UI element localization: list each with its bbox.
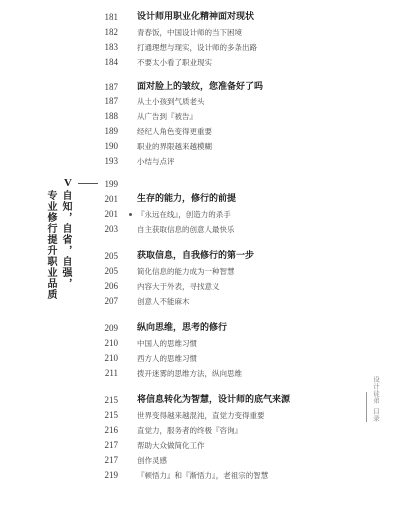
running-header-section: 目录	[372, 408, 380, 422]
item-text: 直觉力，服务者的终极『咨询』	[137, 426, 242, 435]
item-text: 『顿悟力』和『渐悟力』，老祖宗的智慧	[137, 471, 269, 480]
page-number: 199	[104, 179, 118, 189]
item-text: 打通理想与现实，设计师的多条出路	[137, 43, 257, 52]
page-number: 219	[104, 470, 118, 480]
item-text: 拨开迷雾的思维方法，纵向思维	[137, 369, 242, 378]
page-number: 205	[104, 251, 118, 261]
page-number: 217	[104, 455, 118, 465]
page-number: 183	[104, 42, 118, 52]
part-numeral: V	[64, 177, 72, 189]
running-header-divider	[366, 392, 367, 422]
page-number: 187	[104, 82, 118, 92]
item-text: 帮助大众做简化工作	[137, 441, 205, 450]
page-number: 215	[104, 410, 118, 420]
item-text: 内容大于外表，寻找意义	[137, 282, 220, 291]
section-title: 面对脸上的皱纹，您准备好了吗	[137, 82, 264, 92]
page-number: 181	[104, 12, 118, 22]
item-text: 经纪人角色变得更重要	[137, 127, 212, 136]
section-title: 获取信息，自我修行的第一步	[137, 251, 255, 261]
section-title: 将信息转化为智慧，设计师的底气来源	[137, 395, 291, 405]
item-text: 创意人不能麻木	[137, 297, 190, 306]
page-number: 210	[104, 353, 118, 363]
page-number: 187	[104, 96, 118, 106]
part-divider	[78, 183, 98, 184]
page-number: 206	[104, 281, 118, 291]
part-title: 专业修行提升职业品质	[45, 190, 56, 300]
page-number: 207	[104, 296, 118, 306]
page-number: 190	[104, 141, 118, 151]
page-number: 215	[104, 395, 118, 405]
item-text: 中国人的思维习惯	[137, 339, 197, 348]
item-text: 青春饭，中国设计师的当下困境	[137, 28, 242, 37]
item-text: 『永远在线』，创造力的杀手	[137, 210, 231, 219]
item-text: 从广告到『被告』	[137, 112, 197, 121]
item-text: 西方人的思维习惯	[137, 354, 197, 363]
section-title: 生存的能力，修行的前提	[137, 194, 237, 204]
item-text: 小结与点评	[137, 157, 175, 166]
bullet-dot-icon	[129, 213, 132, 216]
page-number: 193	[104, 156, 118, 166]
page-number: 217	[104, 440, 118, 450]
page-number: 203	[104, 224, 118, 234]
section-title: 纵向思维，思考的修行	[137, 323, 228, 333]
item-text: 职业的界限越来越模糊	[137, 142, 212, 151]
item-text: 创作灵感	[137, 456, 167, 465]
section-title: 设计师用职业化精神面对现状	[137, 12, 255, 22]
item-text: 不要太小看了职业现实	[137, 58, 212, 67]
page-number: 216	[104, 425, 118, 435]
item-text: 从土小孩到气质老头	[137, 97, 205, 106]
page-number: 188	[104, 111, 118, 121]
page-number: 189	[104, 126, 118, 136]
page-number: 182	[104, 27, 118, 37]
page-number: 211	[104, 368, 118, 378]
item-text: 世界变得越来越混沌，直觉力变得重要	[137, 411, 265, 420]
page-number: 201	[104, 194, 118, 204]
item-text: 简化信息的能力成为一种智慧	[137, 267, 235, 276]
page-number: 201	[104, 209, 118, 219]
running-header-book: 设计徒弟	[372, 376, 380, 404]
page-number: 184	[104, 57, 118, 67]
part-subtitle: 自知，自省，自强，	[60, 190, 71, 289]
page-number: 210	[104, 338, 118, 348]
page-number: 205	[104, 266, 118, 276]
page-number: 209	[104, 323, 118, 333]
item-text: 自主获取信息的创意人最快乐	[137, 225, 235, 234]
